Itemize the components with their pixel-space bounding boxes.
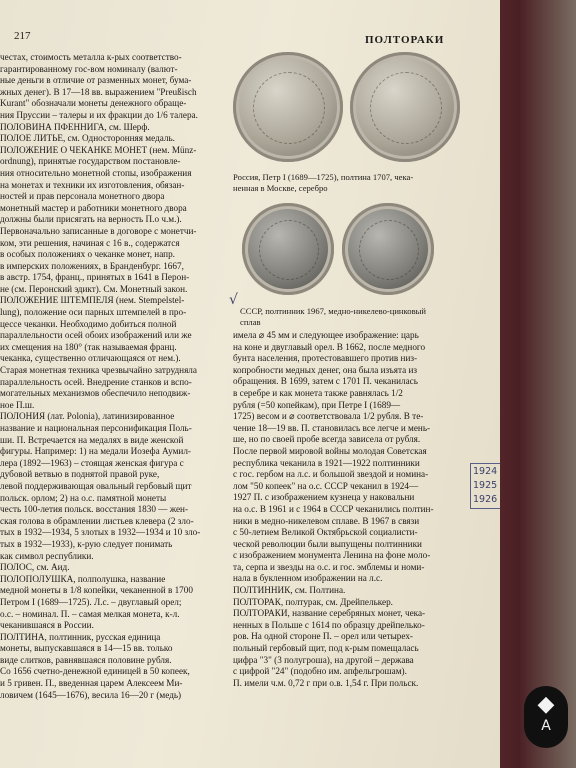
text-line: в австр. 1754, франц., принятых в 1641 в Перон- xyxy=(0,272,190,283)
text-line: монеты, выпускавшаяся в 14—15 вв. только xyxy=(0,643,173,654)
text-line: ше, но по своей пробе всегда зависела от рубля. xyxy=(233,434,421,445)
text-line: с 50-летием Великой Октябрьской социалисти- xyxy=(233,527,418,538)
text-line: чение 18—19 вв. П. становилась все легче и мень- xyxy=(233,422,431,433)
text-line: ПОЛОЕ ЛИТЬЕ, см. Односторонняя медаль. xyxy=(0,133,175,144)
text-line: ПОЛОНИЯ (лат. Polonia), латинизированное xyxy=(0,411,175,422)
text-line: могательных механизмов обеспечило неподвиж- xyxy=(0,388,191,399)
page-number: 217 xyxy=(14,30,31,42)
coin-photo-1707-reverse xyxy=(350,52,460,162)
right-text-column xyxy=(233,330,473,689)
text-line: имела ⌀ 45 мм и следующее изображение: царь xyxy=(233,330,419,340)
text-line: в серебре и как монета также равнялась 1/2 xyxy=(233,387,403,398)
coin-photo-1967-obverse xyxy=(242,203,334,295)
text-line: фигуры. Например: 1) на медали Иозефа Аумил- xyxy=(0,446,191,457)
text-line: Петром I (1689—1725). Л.с. – двуглавый орел; xyxy=(0,596,182,607)
text-line: чеканившаяся в России. xyxy=(0,620,94,631)
text-line: бунта населения, протестовавшего против низ- xyxy=(233,353,418,364)
text-line: ПОЛТОРАК, полтурак, см. Дрейпелькер. xyxy=(233,596,393,607)
text-line: республика чеканила в 1921—1922 полтинники xyxy=(233,457,420,468)
text-line: ния относительно монетной стопы, изображения xyxy=(0,167,192,178)
text-line: ностей и прав персонала монетного двора xyxy=(0,191,165,202)
text-line: их смещения на 180° (так называемая франц. xyxy=(0,341,177,352)
text-line: параллельность осей. Внедрение станков и вспо- xyxy=(0,376,192,387)
text-line: виде слитков, равнявшаяся половине рубля. xyxy=(0,654,172,665)
text-line: ные деньги в отличие от разменных монет, бума- xyxy=(0,75,192,86)
text-line: должны были присягать на верность П.о ч.м.). xyxy=(0,214,182,225)
text-line: дубовой ветвью в поднятой правой руке, xyxy=(0,469,160,480)
text-line: ская голова в обрамлении листьев клевера (2 зло- xyxy=(0,515,194,526)
text-line: медной монеты в 1/8 копейки, чеканенной в 1700 xyxy=(0,585,193,596)
handwritten-check-mark: √ xyxy=(229,292,238,308)
left-text-column xyxy=(0,52,224,701)
text-line: с гос. гербом на л.с. и большой звездой и номина- xyxy=(233,469,429,480)
text-line: ПОЛТИННИК, см. Полтина. xyxy=(233,585,346,596)
text-line: 1725) весом и ⌀ соответствовала 1/2 рубля. В те- xyxy=(233,411,424,422)
text-line: тых в 1932—1934, 5 злотых в 1932—1934 и 10 зло- xyxy=(0,527,201,538)
text-line: ПОЛТОРАКИ, название серебряных монет, чека- xyxy=(233,608,426,619)
text-line: чеканка, существенно отличающаяся от нем.). xyxy=(0,353,181,364)
text-line: о.с. – номинал. П. – самая мелкая монета, к-л. xyxy=(0,608,180,619)
text-line: в особых положениях о чеканке монет, напр. xyxy=(0,249,175,260)
text-line: цифра "3" (3 полугроша), на другой – держава xyxy=(233,654,414,665)
coin-photo-1707-obverse xyxy=(233,52,343,162)
text-line: П. имели ч.м. 0,72 г при о.в. 1,54 г. При польск. xyxy=(233,677,419,688)
text-line: цессе чеканки. Необходимо добиться полной xyxy=(0,318,177,329)
text-line: lung), положение оси парных штемпелей в про- xyxy=(0,307,187,318)
text-line: на коне и двуглавый орел. В 1662, после медного xyxy=(233,341,426,352)
text-line: Со 1656 счетно-денежной единицей в 50 копеек, xyxy=(0,666,190,677)
text-line: гарантированному гос-вом номиналу (валют- xyxy=(0,63,178,74)
caption-coin-1707: Россия, Петр I (1689—1725), полтина 1707, чека- ненная в Москве, серебро xyxy=(233,172,414,193)
text-line: с цифрой "24" (подобно им. апфельгрошам). xyxy=(233,666,407,677)
text-line: жных денег). В 17—18 вв. выражением "Preußisch xyxy=(0,86,197,97)
text-line: Первоначально записанные в договоре с монетчи- xyxy=(0,225,197,236)
text-line: ordnung), принятые государством постановле- xyxy=(0,156,181,167)
text-line: и 5 гривен. П., введенная царем Алексеем Ми- xyxy=(0,678,183,689)
watermark-logo: ◆ A xyxy=(524,686,568,748)
text-line: название и национальная персонификация Поль- xyxy=(0,423,192,433)
text-line: лера (1892—1963) – стоящая женская фигура с xyxy=(0,457,184,468)
text-line: в имперских положениях, в Бранденбург. 1667, xyxy=(0,260,184,271)
text-line: ПОЛОЖЕНИЕ О ЧЕКАНКЕ МОНЕТ (нем. Münz- xyxy=(0,144,197,155)
text-line: параллельности осей обоих изображений или же xyxy=(0,330,192,341)
text-line: ПОЛОЖЕНИЕ ШТЕМПЕЛЯ (нем. Stempelstel- xyxy=(0,295,185,306)
text-line: ПОЛТИНА, полтинник, русская единица xyxy=(0,631,161,642)
text-line: ное П.ш. xyxy=(0,399,35,410)
text-line: честь 100-летия польск. восстания 1830 — жен- xyxy=(0,504,189,515)
text-line: ческой революции были выпущены полтинники xyxy=(233,538,422,549)
text-line: ПОЛОС, см. Аид. xyxy=(0,562,70,573)
caption-coin-1967: СССР, полтинник 1967, медно-никелево-цинковый сплав xyxy=(240,306,426,327)
text-line: После первой мировой войны молодая Советская xyxy=(233,445,427,456)
text-line: та, серпа и звезды на о.с. и гос. эмблемы и номи- xyxy=(233,561,425,572)
text-line: ПОЛОВИНА ПФЕННИГА, см. Шерф. xyxy=(0,121,150,132)
text-line: ком, эти решения, начиная с 16 в., содержатся xyxy=(0,237,180,248)
text-line: с изображением монумента Ленина на фоне моло- xyxy=(233,550,431,561)
text-line: 1927 П. с изображением кузнеца у наковальни xyxy=(233,492,415,503)
text-line: левой поддерживающая овальный гербовый щит xyxy=(0,480,192,491)
text-line: ловичем (1645—1676), весила 16—20 г (медь) xyxy=(0,689,182,700)
text-line: не (см. Перонский эдикт). См. Монетный закон. xyxy=(0,283,188,294)
text-line: тых в 1932—1933), к-рую следует понимать xyxy=(0,538,173,549)
text-line: как символ республики. xyxy=(0,550,94,561)
coin-photo-1967-reverse xyxy=(342,203,434,295)
text-line: монетный мастер и работники монетного двора xyxy=(0,202,187,213)
text-line: польск. орлом; 2) на о.с. памятной монеты xyxy=(0,492,167,503)
handwritten-margin-note: 1924 1925 1926 xyxy=(470,463,500,509)
text-line: Старая монетная техника чрезвычайно затрудняла xyxy=(0,365,197,376)
text-line: ники в медно-никелевом сплаве. В 1967 в связи xyxy=(233,515,420,526)
text-line: копробности медных денег, она была изъята из xyxy=(233,364,418,375)
running-head: ПОЛТОРАКИ xyxy=(365,34,445,46)
text-line: лом "50 копеек" на о.с. СССР чеканил в 1924— xyxy=(233,480,419,491)
text-line: рубля (=50 копейкам), при Петре I (1689— xyxy=(233,399,401,410)
text-line: ПОЛОПОЛУШКА, полполушка, название xyxy=(0,573,166,584)
text-line: на о.с. В 1961 и с 1964 в СССР чеканились полтин- xyxy=(233,503,434,514)
text-line: обращения. В 1699, затем с 1701 П. чеканилась xyxy=(233,376,418,387)
text-line: польный гербовый щит, под к-рым помещалась xyxy=(233,643,419,654)
text-line: Kurant" обозначали монеты денежного обраще- xyxy=(0,98,187,109)
text-line: ненных в Польше с 1614 по образцу дрейпелько- xyxy=(233,619,425,630)
text-line: честах, стоимость металла к-рых соответство- xyxy=(0,52,182,62)
text-line: ния Пруссии – талеры и их фракции до 1/6 талера. xyxy=(0,109,198,120)
text-line: на монетах и техники их изготовления, обязан- xyxy=(0,179,185,190)
text-line: ши. П. Встречается на медалях в виде женской xyxy=(0,434,184,445)
text-line: нала в букленном изображении на л.с. xyxy=(233,573,383,584)
text-line: ров. На одной стороне П. – орел или четырех- xyxy=(233,631,413,642)
